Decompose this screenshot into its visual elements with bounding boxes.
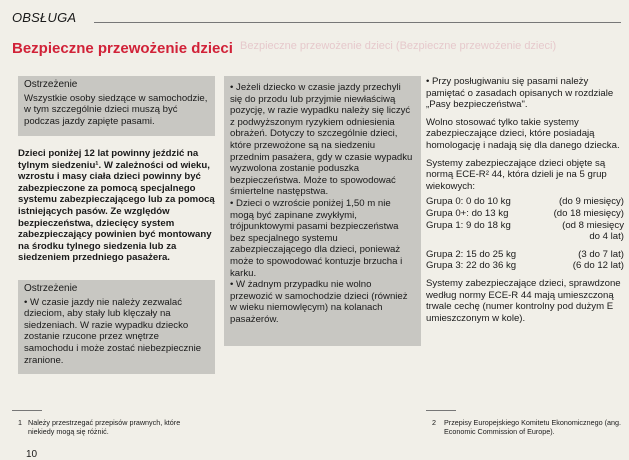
group-row	[426, 220, 624, 232]
group-label: Grupa 0+: do 13 kg	[426, 207, 509, 219]
header-rule	[94, 22, 621, 23]
group-label: Grupa 0: 0 do 10 kg	[426, 196, 511, 208]
section-title: OBSŁUGA	[12, 10, 77, 25]
footnote-text: Przepisy Europejskiego Komitetu Ekonomicznego (ang. Economic Commission of Europe).	[444, 418, 621, 436]
group-age: (6 do 12 lat)	[572, 260, 624, 272]
footnote-rule	[12, 410, 42, 411]
group-age: (od 8 miesięcy	[562, 219, 624, 231]
warning-text: Wszystkie osoby siedzące w samochodzie, w tym szczególnie dzieci muszą być podczas jazdy zapięte pasami.	[24, 92, 208, 127]
warning-heading: Ostrzeżenie	[24, 79, 78, 90]
warning-text: • W czasie jazdy nie należy zezwalać dzieciom, aby stały lub klęczały na siedzeniach. W razie wypadku dziecko zostanie rzucone przez wnętrze samochodu i może zostać niebezpiecznie zranione.	[24, 296, 202, 366]
bleed-through-text: Bezpieczne przewożenie dzieci (Bezpieczne przewożenie dzieci)	[240, 40, 557, 52]
warning-bullet: • Jeżeli dziecko w czasie jazdy przechyli się do przodu lub przyjmie niewłaściwą pozycję, w razie wypadku należy się liczyć z podwyższonym ryzykiem odniesienia obrażeń. Dotyczy to szczególnie dzieci, które przewożone są na siedzeniu przednim pasażera, gdy w czasie wypadku wyzwolona zostanie poduszka bezpieczeństwa. Może to spowodować śmiertelne następstwa.	[230, 82, 413, 198]
group-row	[426, 260, 624, 272]
warning-box-3	[224, 76, 421, 346]
group-age: do 4 lat)	[589, 231, 624, 243]
warning-box-2	[18, 280, 215, 374]
group-row	[426, 208, 624, 220]
footnote-number: 1	[18, 418, 22, 427]
right-paragraph: • Przy posługiwaniu się pasami należy pamiętać o zasadach opisanych w rozdziale „Pasy bezpieczeństwa".	[426, 76, 614, 111]
page-number: 10	[26, 449, 38, 460]
group-age: (3 do 7 lat)	[578, 248, 624, 260]
warning-bullet: • W żadnym przypadku nie wolno przewozić w samochodzie dzieci (również w wieku niemowlęcym) na kolanach pasażerów.	[230, 279, 408, 325]
page-header	[0, 0, 629, 40]
group-label: Grupa 1: 9 do 18 kg	[426, 219, 511, 231]
right-paragraph: Systemy zabezpieczające dzieci, sprawdzone według normy ECE-R 44 mają umieszczoną trwale cechę (numer kontrolny pod dużym E umieszczonym w kole).	[426, 277, 621, 324]
warning-box-1	[18, 76, 215, 136]
footnote-number: 2	[432, 418, 436, 427]
warning-bullet: • Dzieci o wzroście poniżej 1,50 m nie mogą być zapinane zwykłymi, trójpunktowymi pasami bezpieczeństwa bez specjalnego systemu zabezpieczającego dla dzieci, ponieważ może to spowodować kontuzje brzucha i karku.	[230, 197, 403, 279]
group-row	[426, 249, 624, 261]
warning-heading: Ostrzeżenie	[24, 283, 78, 294]
group-age: (do 9 miesięcy)	[558, 196, 624, 208]
footnote-text: Należy przestrzegać przepisów prawnych, które niekiedy mogą się różnić.	[28, 418, 181, 436]
group-row	[426, 196, 624, 208]
right-paragraph: Systemy zabezpieczające dzieci objęte są normą ECE-R² 44, która dzieli je na 5 grup wiekowych:	[426, 157, 607, 192]
right-paragraph: Wolno stosować tylko takie systemy zabezpieczające dzieci, które posiadają homologację i nadają się dla danego dziecka.	[426, 116, 620, 151]
group-age: (do 18 miesięcy)	[553, 207, 624, 219]
right-column	[426, 76, 624, 324]
group-row	[426, 231, 624, 243]
page-title: Bezpieczne przewożenie dzieci	[12, 40, 233, 57]
group-label: Grupa 2: 15 do 25 kg	[426, 248, 517, 260]
footnote-rule	[426, 410, 456, 411]
intro-paragraph: Dzieci poniżej 12 lat powinny jeździć na tylnym siedzeniu¹. W zależności od wieku, wzrostu i masy ciała dzieci powinny być zabezpieczone za pomocą specjalnego systemu zabezpieczającego lub za pomocą istniejących pasów. Ze względów bezpieczeństwa, dziecięcy system zabezpieczający powinien być montowany na środku tylnego siedzenia lub za siedzeniem przedniego pasażera.	[18, 148, 215, 264]
group-label: Grupa 3: 22 do 36 kg	[426, 260, 517, 272]
